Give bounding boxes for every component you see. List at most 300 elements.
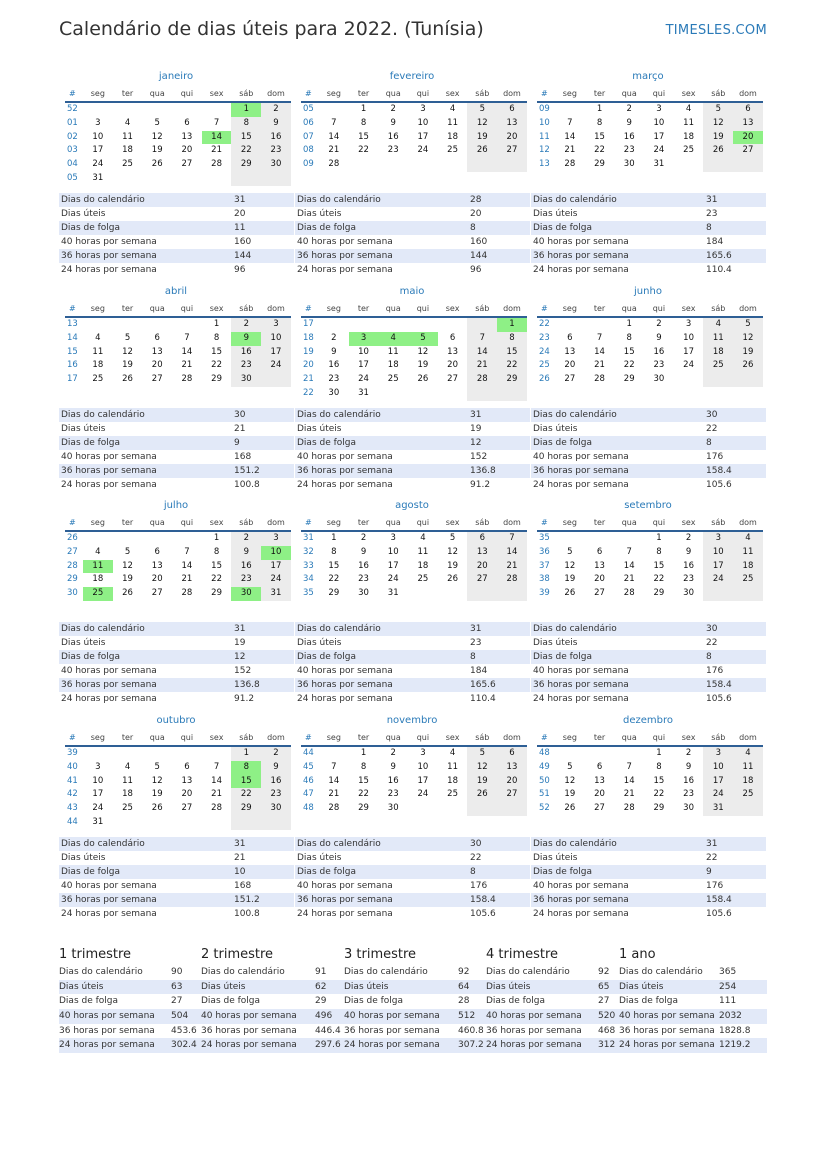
day-cell: 13: [594, 775, 605, 786]
stat-row: [59, 678, 294, 692]
month-name: junho: [634, 286, 662, 297]
month-name: maio: [399, 286, 425, 297]
day-cell: 22: [328, 574, 340, 585]
weekday-header: qua: [378, 516, 408, 532]
summary-value: 28: [458, 996, 470, 1007]
summary-row: [344, 1038, 488, 1053]
stat-label: Dias úteis: [533, 209, 578, 219]
summary-label: Dias úteis: [344, 981, 389, 992]
weekday-header: qui: [408, 516, 438, 532]
day-cell: 25: [733, 788, 763, 802]
stat-value: 100.8: [234, 480, 260, 490]
weekday-header: sex: [674, 87, 704, 103]
summary-value: 92: [458, 967, 470, 977]
empty-cell: [202, 747, 232, 761]
day-cell: 18: [122, 789, 133, 800]
day-cell: 13: [181, 775, 193, 786]
empty-cell: [467, 802, 497, 816]
empty-cell: [438, 587, 468, 601]
day-cell: 13: [497, 117, 527, 131]
empty-cell: [83, 532, 113, 546]
day-cell: 16: [623, 131, 635, 142]
week-number: 44: [67, 816, 78, 827]
month-calendar: [537, 285, 759, 387]
stat-row: [531, 692, 766, 706]
day-cell: 5: [703, 103, 733, 117]
stat-label: Dias úteis: [297, 424, 342, 434]
day-cell: 29: [497, 373, 527, 387]
weekday-header: qua: [378, 87, 408, 103]
day-cell: 19: [703, 131, 733, 145]
day-cell: 29: [653, 588, 665, 599]
day-cell: 11: [417, 546, 429, 557]
day-cell: 28: [623, 588, 635, 599]
weekday-header: seg: [555, 302, 585, 318]
day-cell: 15: [231, 775, 261, 789]
summary-label: 36 horas por semana: [486, 1025, 582, 1036]
weekday-header: sex: [202, 87, 232, 103]
stat-label: 40 horas por semana: [61, 666, 157, 676]
day-cell: 22: [623, 360, 635, 371]
empty-cell: [202, 103, 232, 117]
weekday-header: qui: [408, 302, 438, 318]
day-cell: 11: [683, 117, 694, 128]
day-cell: 29: [653, 803, 665, 814]
week-number-header: #: [301, 302, 319, 318]
day-cell: 14: [623, 560, 635, 571]
weekday-header: qua: [142, 731, 172, 747]
week-number: 49: [539, 761, 550, 772]
week-number: 11: [539, 131, 550, 142]
day-cell: 6: [733, 103, 763, 117]
stat-label: 24 horas por semana: [297, 265, 393, 275]
day-cell: 17: [261, 560, 291, 574]
weekday-header: sáb: [703, 731, 733, 747]
day-cell: 16: [261, 131, 291, 145]
week-number-header: #: [65, 516, 83, 532]
empty-cell: [113, 532, 143, 546]
stat-row: [295, 636, 530, 650]
day-cell: 23: [387, 145, 399, 156]
empty-cell: [438, 318, 468, 332]
empty-cell: [555, 318, 585, 332]
week-number-header: #: [65, 731, 83, 747]
empty-cell: [202, 172, 232, 186]
day-cell: 25: [122, 803, 133, 814]
day-cell: 25: [733, 573, 763, 587]
stat-value: 8: [470, 223, 476, 233]
weekday-header: qua: [378, 302, 408, 318]
week-number: 13: [539, 159, 550, 170]
day-cell: 15: [653, 775, 665, 786]
stat-row: [295, 422, 530, 436]
day-cell: 13: [564, 346, 576, 357]
empty-cell: [467, 318, 497, 332]
day-cell: 21: [623, 789, 635, 800]
weekday-header: sáb: [231, 87, 261, 103]
month-grid: [301, 302, 523, 401]
day-cell: 6: [497, 103, 527, 117]
weekday-header: qui: [172, 516, 202, 532]
summary-label: Dias do calendário: [344, 967, 428, 977]
summary-value: 302.4: [171, 1040, 197, 1051]
week-number: 22: [303, 387, 314, 398]
day-cell: 25: [447, 145, 458, 156]
day-cell: 27: [497, 144, 527, 158]
day-cell: 12: [564, 775, 576, 786]
stat-label: Dias úteis: [297, 638, 342, 648]
summary-value: 27: [171, 996, 183, 1007]
stat-value: 144: [234, 251, 252, 261]
day-cell: 19: [417, 360, 429, 371]
weekday-header: sáb: [467, 516, 497, 532]
month-calendar: [65, 285, 287, 387]
day-cell: 8: [360, 117, 367, 128]
weekday-header: ter: [113, 302, 143, 318]
day-cell: 30: [683, 803, 694, 814]
day-cell: 3: [390, 533, 396, 543]
empty-cell: [142, 103, 172, 117]
day-cell: 6: [184, 117, 190, 128]
day-cell: 27: [594, 803, 605, 814]
weekday-header: seg: [555, 731, 585, 747]
day-cell: 22: [497, 359, 527, 373]
stat-value: 176: [470, 881, 488, 891]
month-name: julho: [163, 500, 189, 511]
summary-row: [201, 1024, 345, 1039]
day-cell: 5: [154, 761, 160, 772]
stat-value: 165.6: [470, 680, 496, 690]
stat-value: 9: [234, 438, 240, 448]
day-cell: 31: [703, 802, 733, 816]
week-number: 20: [303, 360, 314, 371]
day-cell: 18: [733, 560, 763, 574]
day-cell: 2: [685, 748, 692, 758]
day-cell: 8: [596, 117, 603, 128]
weekday-header: sáb: [231, 302, 261, 318]
summary-row: [486, 980, 628, 995]
summary-label: 36 horas por semana: [344, 1025, 440, 1036]
day-cell: 12: [151, 131, 163, 142]
stat-label: Dias do calendário: [533, 195, 617, 205]
empty-cell: [585, 747, 615, 761]
empty-cell: [378, 318, 408, 332]
stat-row: [295, 478, 530, 492]
week-number: 24: [539, 346, 550, 357]
stat-value: 31: [234, 195, 246, 205]
weekday-header: ter: [349, 302, 379, 318]
day-cell: 19: [151, 145, 163, 156]
empty-cell: [83, 318, 113, 332]
summary-value: 2032: [719, 1011, 742, 1022]
day-cell: 1: [213, 319, 220, 329]
weekday-header: qua: [378, 731, 408, 747]
weekday-header: sex: [202, 302, 232, 318]
week-number: 39: [67, 748, 78, 758]
weekday-header: sáb: [703, 302, 733, 318]
day-cell: 16: [328, 360, 340, 371]
stat-label: 24 horas por semana: [61, 694, 157, 704]
week-number: 35: [303, 588, 314, 599]
day-cell: 23: [683, 574, 694, 585]
day-cell: 10: [261, 332, 291, 346]
week-number: 28: [67, 560, 78, 571]
day-cell: 15: [211, 560, 222, 571]
summary-row: [201, 994, 345, 1009]
empty-cell: [497, 587, 527, 601]
stat-row: [531, 865, 766, 879]
week-number: 07: [303, 131, 314, 142]
day-cell: 23: [387, 789, 399, 800]
day-cell: 21: [328, 145, 340, 156]
day-cell: 29: [594, 159, 605, 170]
week-number: 23: [539, 332, 550, 343]
stat-row: [59, 450, 294, 464]
day-cell: 23: [261, 788, 291, 802]
summary-value: 468: [598, 1025, 616, 1036]
stat-row: [295, 464, 530, 478]
month-stats: [531, 622, 766, 706]
weekday-header: dom: [497, 516, 527, 532]
weekday-header: ter: [585, 516, 615, 532]
stat-row: [295, 664, 530, 678]
month-calendar: [301, 499, 523, 601]
summary-block: [201, 945, 345, 1053]
weekday-header: qui: [644, 516, 674, 532]
day-cell: 29: [231, 802, 261, 816]
day-cell: 21: [564, 145, 576, 156]
stat-value: 31: [470, 624, 482, 634]
day-cell: 17: [92, 789, 104, 800]
day-cell: 28: [181, 374, 193, 385]
stat-label: 36 horas por semana: [297, 895, 393, 905]
weekday-header: dom: [733, 516, 763, 532]
summary-row: [344, 994, 488, 1009]
weekday-header: sex: [438, 516, 468, 532]
day-cell: 29: [328, 588, 340, 599]
summary-row: [201, 1038, 345, 1053]
day-cell: 20: [181, 145, 193, 156]
empty-cell: [113, 103, 143, 117]
weekday-header: seg: [319, 516, 349, 532]
day-cell: 28: [467, 373, 497, 387]
day-cell: 22: [211, 360, 222, 371]
day-cell: 13: [733, 117, 763, 131]
weekday-header: qua: [614, 87, 644, 103]
stat-value: 184: [706, 237, 724, 247]
day-cell: 6: [467, 532, 497, 546]
summary-block: [59, 945, 201, 1053]
day-cell: 3: [703, 532, 733, 546]
empty-cell: [83, 103, 113, 117]
weekday-header: qua: [614, 302, 644, 318]
month-stats: [531, 837, 766, 921]
week-number-header: #: [65, 87, 83, 103]
empty-cell: [113, 816, 143, 830]
day-cell: 10: [92, 131, 104, 142]
day-cell: 11: [733, 546, 763, 560]
page-title: Calendário de dias úteis para 2022. (Tunísia): [59, 18, 484, 40]
stat-row: [531, 263, 766, 277]
summary-label: 36 horas por semana: [619, 1025, 715, 1036]
day-cell: 7: [626, 761, 632, 772]
day-cell: 20: [151, 360, 163, 371]
brand-link[interactable]: TIMESLES.COM: [665, 23, 767, 38]
day-cell: 9: [261, 761, 291, 775]
day-cell: 29: [358, 803, 369, 814]
day-cell: 2: [626, 104, 632, 114]
day-cell: 21: [181, 574, 193, 585]
day-cell: 22: [653, 574, 665, 585]
day-cell: 8: [626, 332, 632, 343]
stat-label: 40 horas por semana: [533, 666, 629, 676]
summary-label: 24 horas por semana: [619, 1040, 715, 1051]
day-cell: 24: [417, 789, 429, 800]
empty-cell: [172, 532, 202, 546]
week-number-header: #: [537, 516, 555, 532]
stat-value: 184: [470, 666, 488, 676]
day-cell: 18: [122, 145, 133, 156]
day-cell: 24: [92, 803, 104, 814]
day-cell: 19: [122, 360, 133, 371]
empty-cell: [113, 318, 143, 332]
day-cell: 27: [181, 803, 193, 814]
week-number-header: #: [301, 731, 319, 747]
summary-label: 40 horas por semana: [201, 1011, 297, 1022]
summary-row: [59, 965, 201, 980]
stat-label: Dias úteis: [297, 853, 342, 863]
stat-label: Dias de folga: [61, 438, 121, 448]
stat-row: [531, 249, 766, 263]
day-cell: 11: [387, 346, 399, 357]
weekday-header: sex: [202, 731, 232, 747]
empty-cell: [555, 747, 585, 761]
summary-row: [619, 965, 767, 980]
stat-label: 24 horas por semana: [297, 480, 393, 490]
summary-title: 1 trimestre: [59, 947, 132, 962]
stat-label: Dias úteis: [533, 853, 578, 863]
summary-value: 91: [315, 967, 327, 977]
empty-cell: [555, 103, 585, 117]
stat-label: 40 horas por semana: [61, 452, 157, 462]
day-cell: 8: [331, 546, 337, 557]
week-number: 52: [67, 104, 78, 114]
summary-row: [344, 1024, 488, 1039]
stat-value: 12: [470, 438, 482, 448]
month-calendar: [65, 70, 287, 186]
stat-label: 40 horas por semana: [61, 237, 157, 247]
stat-value: 8: [470, 867, 476, 877]
day-cell: 13: [447, 346, 458, 357]
stat-value: 22: [706, 424, 718, 434]
stat-row: [531, 478, 766, 492]
summary-value: 460.8: [458, 1025, 484, 1036]
empty-cell: [408, 387, 438, 401]
day-cell: 7: [184, 332, 190, 343]
stat-label: Dias úteis: [533, 638, 578, 648]
week-number: 47: [303, 789, 314, 800]
week-number: 44: [303, 748, 314, 758]
day-cell: 24: [387, 574, 399, 585]
empty-cell: [497, 158, 527, 172]
stat-row: [531, 436, 766, 450]
day-cell: 29: [231, 158, 261, 172]
week-number: 29: [67, 574, 78, 585]
week-number: 05: [67, 172, 78, 183]
week-number: 10: [539, 117, 550, 128]
day-cell: 17: [703, 560, 733, 574]
day-cell: 23: [623, 145, 635, 156]
empty-cell: [83, 747, 113, 761]
month-stats: [295, 193, 530, 277]
empty-cell: [438, 387, 468, 401]
day-cell: 3: [703, 747, 733, 761]
week-number-header: #: [301, 87, 319, 103]
day-cell: 30: [358, 588, 369, 599]
week-number: 34: [303, 574, 314, 585]
day-cell: 2: [231, 318, 261, 332]
week-number: 39: [539, 588, 550, 599]
summary-block: [486, 945, 628, 1053]
stat-row: [295, 249, 530, 263]
day-cell: 25: [83, 587, 113, 601]
weekday-header: sex: [674, 731, 704, 747]
day-cell: 21: [211, 145, 222, 156]
day-cell: 5: [467, 747, 497, 761]
weekday-header: dom: [733, 302, 763, 318]
empty-cell: [674, 158, 704, 172]
week-number: 27: [67, 546, 78, 557]
day-cell: 7: [626, 546, 632, 557]
weekday-header: ter: [113, 87, 143, 103]
summary-value: 254: [719, 981, 737, 992]
day-cell: 26: [151, 159, 163, 170]
stat-value: 96: [470, 265, 482, 275]
day-cell: 26: [733, 359, 763, 373]
day-cell: 26: [467, 144, 497, 158]
summary-label: Dias úteis: [59, 981, 104, 992]
day-cell: 14: [181, 560, 193, 571]
day-cell: 7: [331, 761, 337, 772]
summary-label: Dias úteis: [201, 981, 246, 992]
week-number: 33: [303, 560, 314, 571]
day-cell: 1: [231, 747, 261, 761]
day-cell: 6: [497, 747, 527, 761]
day-cell: 28: [564, 159, 576, 170]
week-number: 04: [67, 159, 78, 170]
day-cell: 13: [497, 761, 527, 775]
day-cell: 5: [408, 332, 438, 346]
summary-row: [59, 980, 201, 995]
weekday-header: dom: [733, 87, 763, 103]
day-cell: 21: [211, 789, 222, 800]
stat-label: Dias do calendário: [297, 839, 381, 849]
day-cell: 30: [261, 802, 291, 816]
weekday-header: seg: [319, 87, 349, 103]
day-cell: 24: [358, 374, 369, 385]
stat-value: 152: [234, 666, 252, 676]
weekday-header: qui: [172, 731, 202, 747]
empty-cell: [142, 532, 172, 546]
summary-label: 24 horas por semana: [201, 1040, 297, 1051]
week-number: 48: [539, 748, 550, 758]
weekday-header: qui: [408, 731, 438, 747]
summary-value: 92: [598, 967, 610, 977]
month-name: setembro: [624, 500, 672, 511]
stat-label: 40 horas por semana: [61, 881, 157, 891]
empty-cell: [378, 387, 408, 401]
weekday-header: sáb: [467, 87, 497, 103]
